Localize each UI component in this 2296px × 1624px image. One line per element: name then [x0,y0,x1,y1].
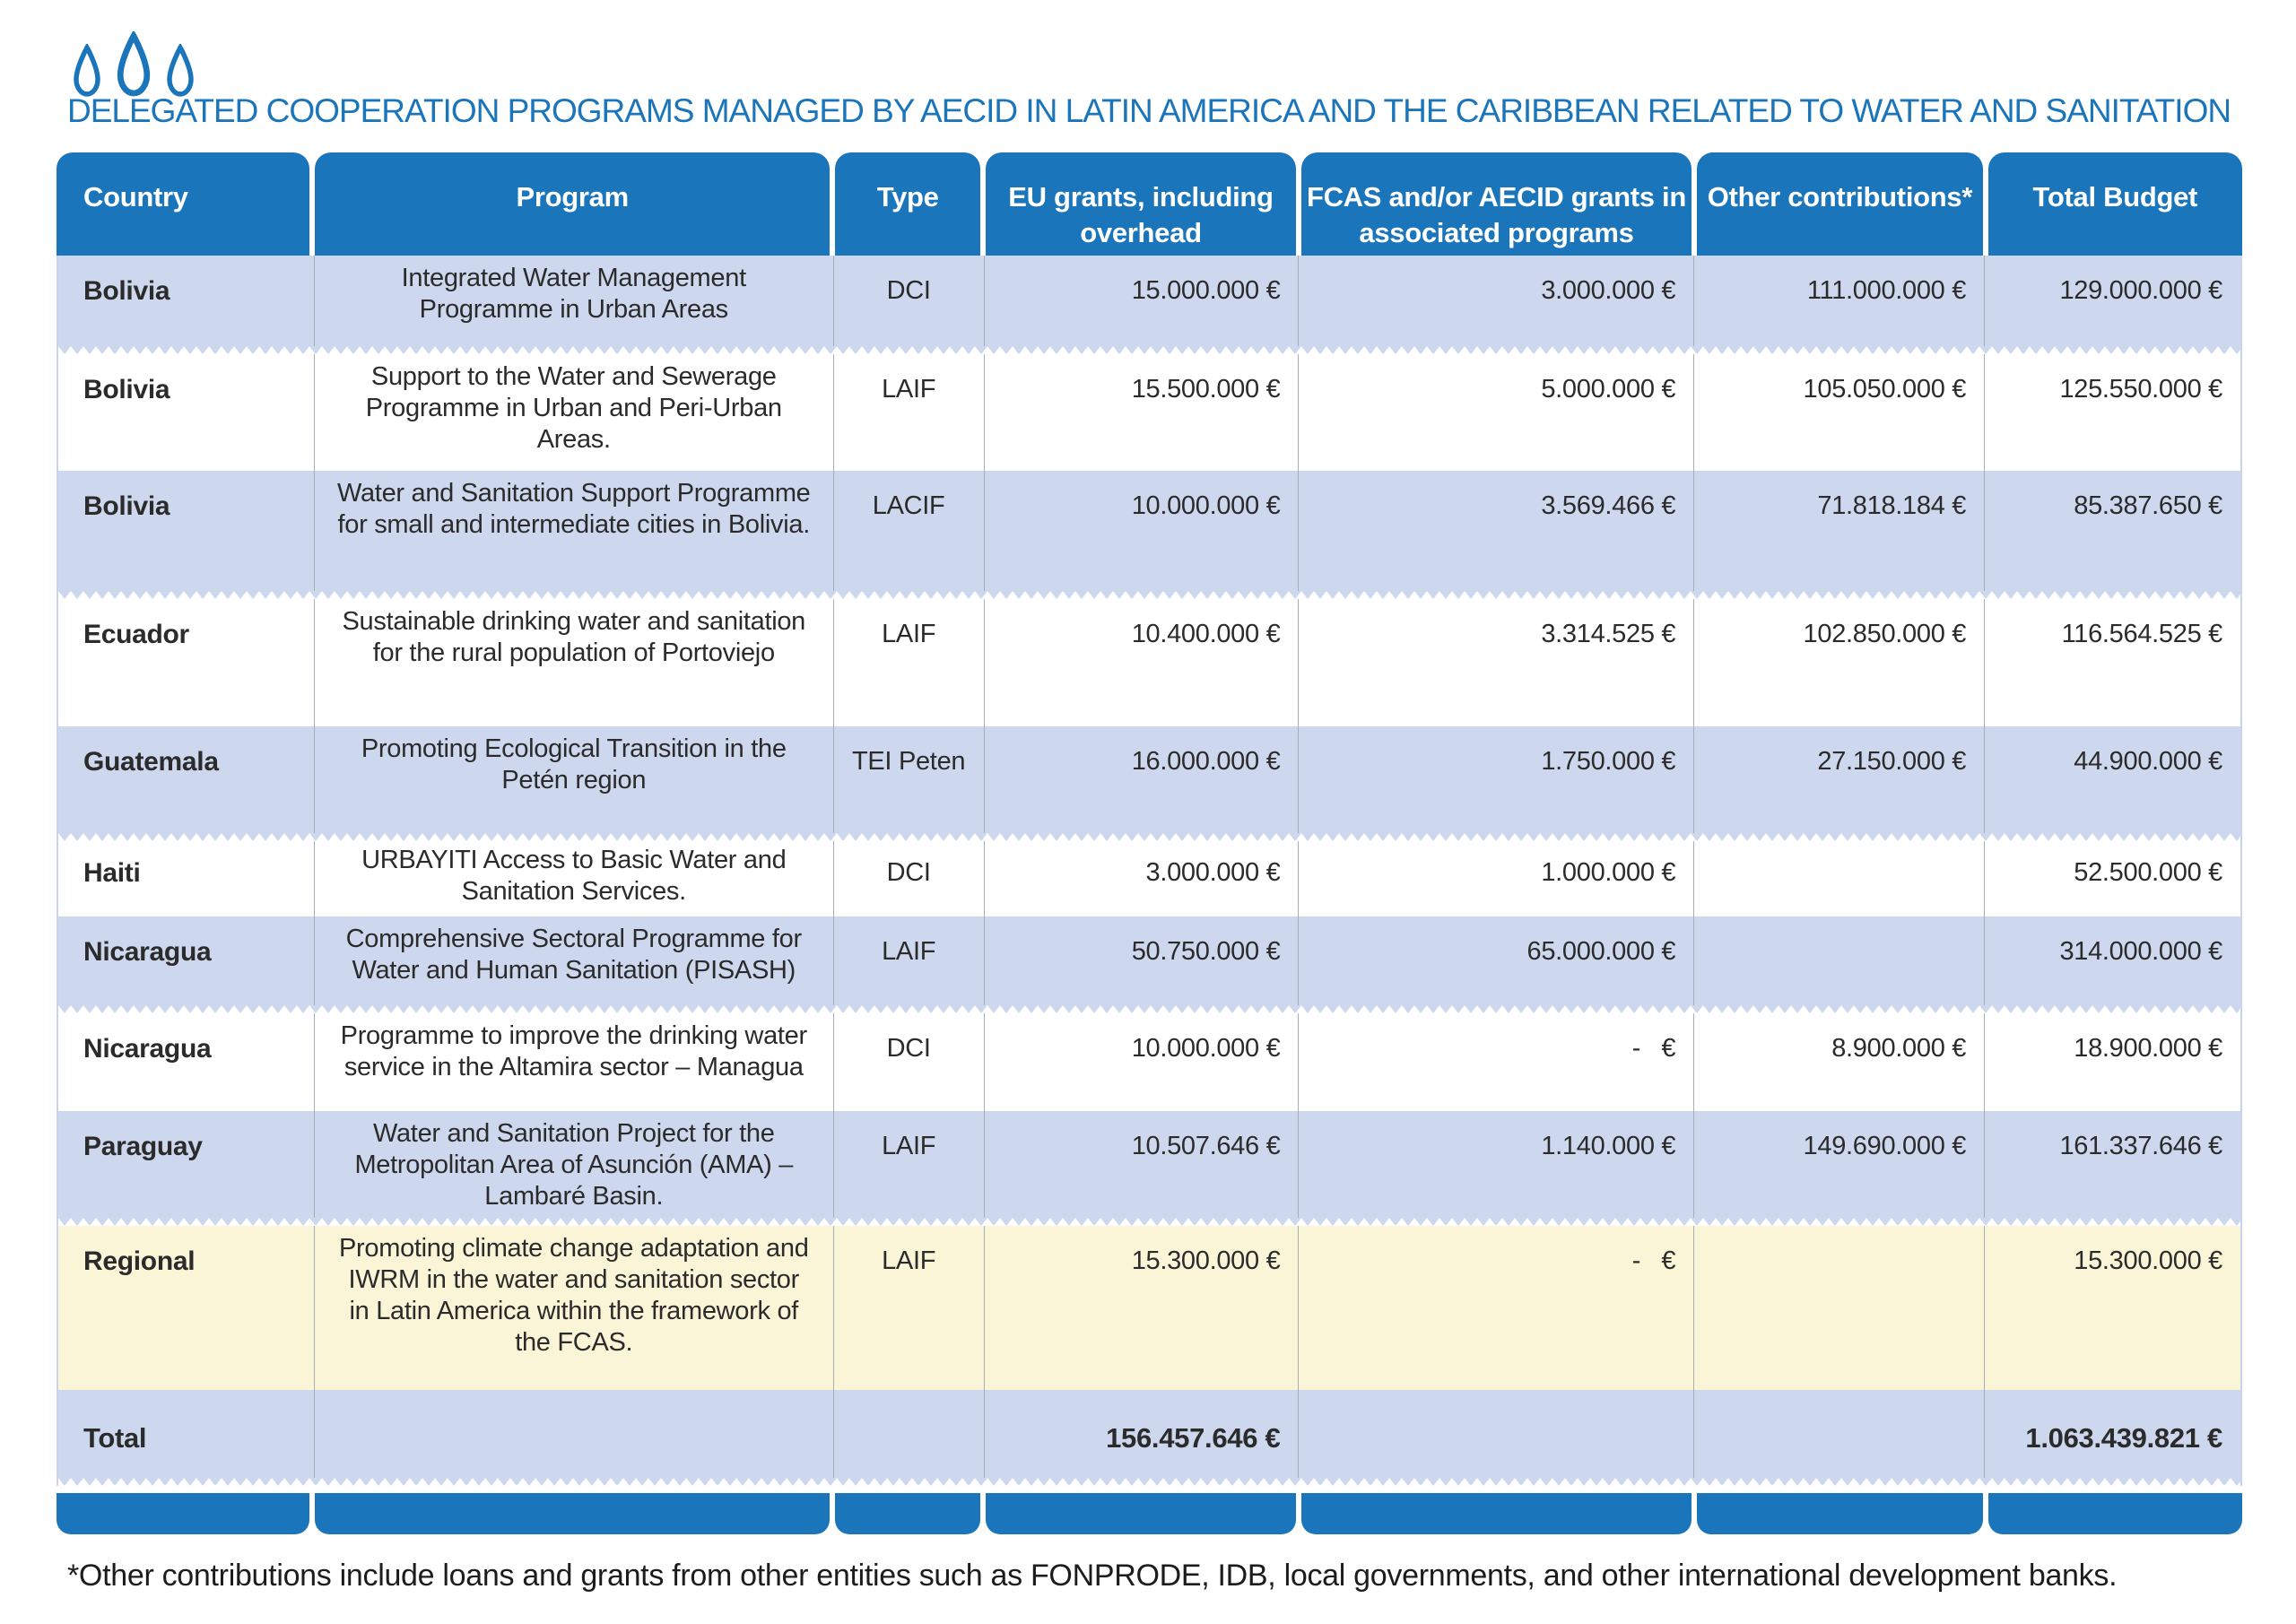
cell-program: URBAYITI Access to Basic Water and Sanitation Services. [314,841,833,916]
cell-program: Support to the Water and Sewerage Programme in Urban and Peri-Urban Areas. [314,354,833,471]
cell-total-budget: 129.000.000 € [1984,256,2240,354]
cell-eu-grants: 16.000.000 € [984,726,1299,841]
cell-total-budget: 18.900.000 € [1984,1013,2240,1111]
cell-other-contributions [1693,916,1984,1013]
cell-total-budget: 15.300.000 € [1984,1226,2240,1390]
cell-program: Integrated Water Management Programme in Urban Areas [314,256,833,354]
cell-other-contributions: 71.818.184 € [1693,471,1984,599]
table-header [57,152,2242,256]
cell-country: Nicaragua [83,1034,212,1064]
cell-other-contributions: 27.150.000 € [1693,726,1984,841]
cell-total-label: Total [83,1422,147,1454]
cell-type: DCI [833,841,984,916]
cell-program [314,1390,833,1486]
cell-total-budget: 52.500.000 € [1984,841,2240,916]
cell-program: Promoting climate change adaptation and IWRM in the water and sanitation sector in Latin America within the framework of the FCAS. [314,1226,833,1390]
cell-eu-grants: 15.300.000 € [984,1226,1299,1390]
cell-eu-grants: 15.500.000 € [984,354,1299,471]
footer-bar-segment [1697,1493,1982,1534]
cell-country: Haiti [83,858,141,888]
cell-fcas-grants: 3.569.466 € [1298,471,1693,599]
cell-type: DCI [833,1013,984,1111]
cell-type: LACIF [833,471,984,599]
column-header-program: Program [312,152,832,256]
cell-total-budget: 85.387.650 € [1984,471,2240,599]
table-row [58,256,2240,354]
water-drops-logo [72,31,196,98]
cell-total-budget: 125.550.000 € [1984,354,2240,471]
table-row [58,471,2240,599]
cell-program: Sustainable drinking water and sanitation for the rural population of Portoviejo [314,599,833,726]
cell-type: LAIF [833,1111,984,1226]
cell-total-budget: 314.000.000 € [1984,916,2240,1013]
table-row [58,841,2240,916]
table-row [58,726,2240,841]
cell-other-contributions: 111.000.000 € [1693,256,1984,354]
cell-fcas-grants [1298,1390,1693,1486]
column-header-type: Type [832,152,983,256]
table-row-regional [58,1226,2240,1390]
cell-fcas-grants: 1.000.000 € [1298,841,1693,916]
programs-table [57,152,2242,1534]
cell-eu-grants: 10.000.000 € [984,471,1299,599]
cell-eu-grants: 10.400.000 € [984,599,1299,726]
cell-fcas-grants: - € [1298,1013,1693,1111]
page-title: DELEGATED COOPERATION PROGRAMS MANAGED BY AECID IN LATIN AMERICA AND THE CARIBBEAN RELATED TO WATER AND SANITATION [67,92,2231,129]
cell-other-contributions: 8.900.000 € [1693,1013,1984,1111]
cell-program: Programme to improve the drinking water service in the Altamira sector – Managua [314,1013,833,1111]
cell-fcas-grants: 5.000.000 € [1298,354,1693,471]
water-drop-icon [165,44,196,98]
footer-bar-segment [315,1493,830,1534]
cell-type: LAIF [833,916,984,1013]
cell-other-contributions [1693,841,1984,916]
cell-fcas-grants: 1.140.000 € [1298,1111,1693,1226]
cell-country: Guatemala [83,747,219,777]
cell-type: TEI Peten [833,726,984,841]
cell-total-budget: 161.337.646 € [1984,1111,2240,1226]
footer-bar-segment [986,1493,1295,1534]
cell-country: Nicaragua [83,937,212,967]
footer-bar-segment [835,1493,980,1534]
cell-eu-grants: 50.750.000 € [984,916,1299,1013]
cell-program: Water and Sanitation Support Programme for small and intermediate cities in Bolivia. [314,471,833,599]
table-body [57,256,2242,1486]
cell-fcas-grants: 65.000.000 € [1298,916,1693,1013]
table-row-total [58,1390,2240,1486]
column-header-eu-grants: EU grants, including overhead [983,152,1298,256]
cell-fcas-grants: 1.750.000 € [1298,726,1693,841]
cell-type: LAIF [833,354,984,471]
cell-eu-grants: 10.507.646 € [984,1111,1299,1226]
cell-country: Paraguay [83,1132,203,1161]
footer-bar-segment [1988,1493,2242,1534]
cell-type: LAIF [833,1226,984,1390]
cell-total-budget: 116.564.525 € [1984,599,2240,726]
table-footer-bar [57,1493,2242,1534]
table-row [58,354,2240,471]
footnote: *Other contributions include loans and grants from other entities such as FONPRODE, IDB, local governments, and other international development banks. [67,1559,2118,1593]
cell-eu-grants: 3.000.000 € [984,841,1299,916]
cell-type: DCI [833,256,984,354]
column-header-country: Country [57,152,312,256]
cell-program: Water and Sanitation Project for the Metropolitan Area of Asunción (AMA) – Lambaré Basin. [314,1111,833,1226]
cell-other-contributions [1693,1390,1984,1486]
table-row [58,1111,2240,1226]
cell-country: Ecuador [83,620,189,649]
cell-type: LAIF [833,599,984,726]
cell-fcas-grants: - € [1298,1226,1693,1390]
table-row [58,916,2240,1013]
cell-total-budget-total: 1.063.439.821 € [1984,1390,2240,1486]
water-drop-icon [115,31,152,98]
column-header-other-contributions: Other contributions* [1694,152,1985,256]
table-row [58,1013,2240,1111]
footer-bar-segment [57,1493,309,1534]
cell-fcas-grants: 3.000.000 € [1298,256,1693,354]
cell-country: Bolivia [83,491,170,521]
cell-type [833,1390,984,1486]
cell-total-budget: 44.900.000 € [1984,726,2240,841]
column-header-fcas-grants: FCAS and/or AECID grants in associated programs [1299,152,1695,256]
cell-program: Promoting Ecological Transition in the Petén region [314,726,833,841]
cell-eu-grants-total: 156.457.646 € [984,1390,1299,1486]
cell-country: Regional [83,1246,196,1276]
cell-eu-grants: 10.000.000 € [984,1013,1299,1111]
water-drop-icon [72,44,102,98]
cell-other-contributions: 105.050.000 € [1693,354,1984,471]
cell-other-contributions: 149.690.000 € [1693,1111,1984,1226]
cell-country: Bolivia [83,276,170,306]
cell-other-contributions [1693,1226,1984,1390]
cell-other-contributions: 102.850.000 € [1693,599,1984,726]
cell-country: Bolivia [83,375,170,404]
cell-eu-grants: 15.000.000 € [984,256,1299,354]
column-header-total-budget: Total Budget [1986,152,2242,256]
table-row [58,599,2240,726]
footer-bar-segment [1301,1493,1692,1534]
cell-fcas-grants: 3.314.525 € [1298,599,1693,726]
cell-program: Comprehensive Sectoral Programme for Water and Human Sanitation (PISASH) [314,916,833,1013]
